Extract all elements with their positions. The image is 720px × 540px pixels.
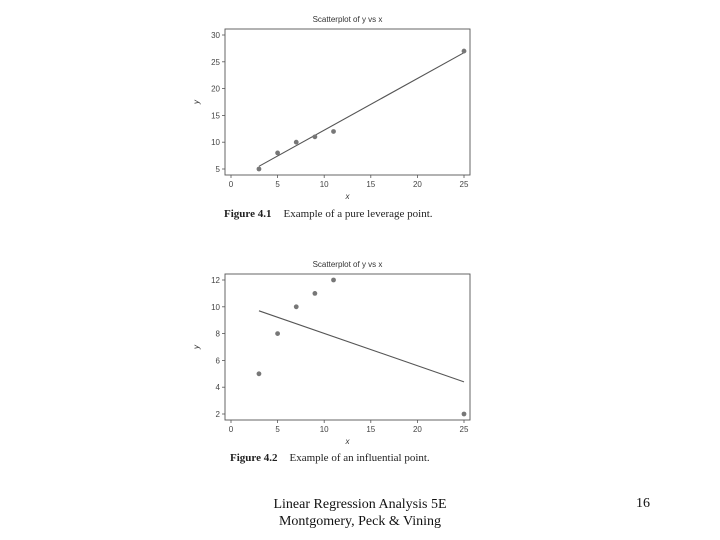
chart1-y-tick-label: 20 bbox=[211, 84, 220, 94]
chart2-y-axis-label: y bbox=[192, 345, 201, 349]
chart1-data-point bbox=[275, 151, 280, 156]
chart2-x-tick-label: 25 bbox=[459, 425, 469, 434]
chart2-x-tick-label: 10 bbox=[319, 425, 329, 434]
figure-4-1-caption bbox=[224, 208, 433, 220]
chart1-x-axis-label: x bbox=[345, 192, 350, 201]
figure-4-2-caption bbox=[230, 452, 430, 464]
footer-authors: Montgomery, Peck & Vining bbox=[278, 514, 442, 529]
chart1-data-point bbox=[331, 129, 336, 134]
chart2-x-axis-label: x bbox=[345, 437, 350, 446]
chart2-x-tick-label: 5 bbox=[275, 425, 280, 434]
chart2-x-tick-label: 15 bbox=[366, 425, 376, 434]
chart2-y-tick-label: 8 bbox=[215, 329, 220, 339]
chart2-y-tick-label: 10 bbox=[211, 302, 220, 312]
chart1-x-tick-label: 15 bbox=[366, 180, 376, 189]
chart2-y-tick-label: 6 bbox=[215, 356, 220, 366]
chart2-x-tick-label: 20 bbox=[412, 425, 422, 434]
chart1-plot-frame bbox=[225, 29, 470, 175]
chart1-data-point bbox=[312, 134, 317, 139]
footer-citation bbox=[240, 496, 480, 530]
chart1-y-tick-label: 10 bbox=[211, 138, 220, 148]
figure-4-1-text: Example of a pure leverage point. bbox=[283, 208, 433, 220]
figure-4-2-number: Figure 4.2 bbox=[230, 452, 278, 464]
figure-4-1-number: Figure 4.1 bbox=[224, 208, 272, 220]
chart1-data-point bbox=[462, 49, 467, 54]
chart1-title: Scatterplot of y vs x bbox=[312, 15, 383, 24]
chart1-y-tick-label: 25 bbox=[211, 57, 220, 67]
figure-4-2-text: Example of an influential point. bbox=[289, 452, 430, 464]
chart2-y-tick-label: 12 bbox=[211, 276, 220, 285]
chart2-data-point bbox=[257, 371, 262, 376]
chart2-y-tick-label: 4 bbox=[215, 383, 220, 393]
chart2-data-point bbox=[331, 278, 336, 283]
chart2-y-tick-label: 2 bbox=[215, 410, 220, 419]
chart2-plot-frame bbox=[225, 274, 470, 420]
chart1-x-tick-label: 20 bbox=[412, 180, 422, 189]
chart1-x-tick-label: 0 bbox=[228, 180, 234, 189]
chart1-x-tick-label: 25 bbox=[459, 180, 469, 189]
chart1-y-tick-label: 30 bbox=[211, 31, 220, 40]
chart2-data-point bbox=[275, 331, 280, 336]
chart2-data-point bbox=[294, 304, 299, 309]
chart1-data-point bbox=[257, 167, 262, 172]
page-number: 16 bbox=[636, 496, 650, 511]
chart2-data-point bbox=[462, 412, 467, 417]
chart2-data-point bbox=[312, 291, 317, 296]
chart1-y-tick-label: 5 bbox=[215, 165, 220, 174]
chart1-y-axis-label: y bbox=[192, 100, 201, 104]
chart2-title: Scatterplot of y vs x bbox=[312, 260, 383, 269]
chart1-y-tick-label: 15 bbox=[211, 111, 220, 121]
chart1-x-tick-label: 5 bbox=[275, 180, 280, 189]
chart2-x-tick-label: 0 bbox=[228, 425, 234, 434]
footer-book-title: Linear Regression Analysis 5E bbox=[273, 497, 447, 512]
chart2-fit-line bbox=[259, 311, 464, 382]
chart1-data-point bbox=[294, 140, 299, 145]
chart1-x-tick-label: 10 bbox=[319, 180, 329, 189]
chart1-fit-line bbox=[259, 53, 464, 167]
